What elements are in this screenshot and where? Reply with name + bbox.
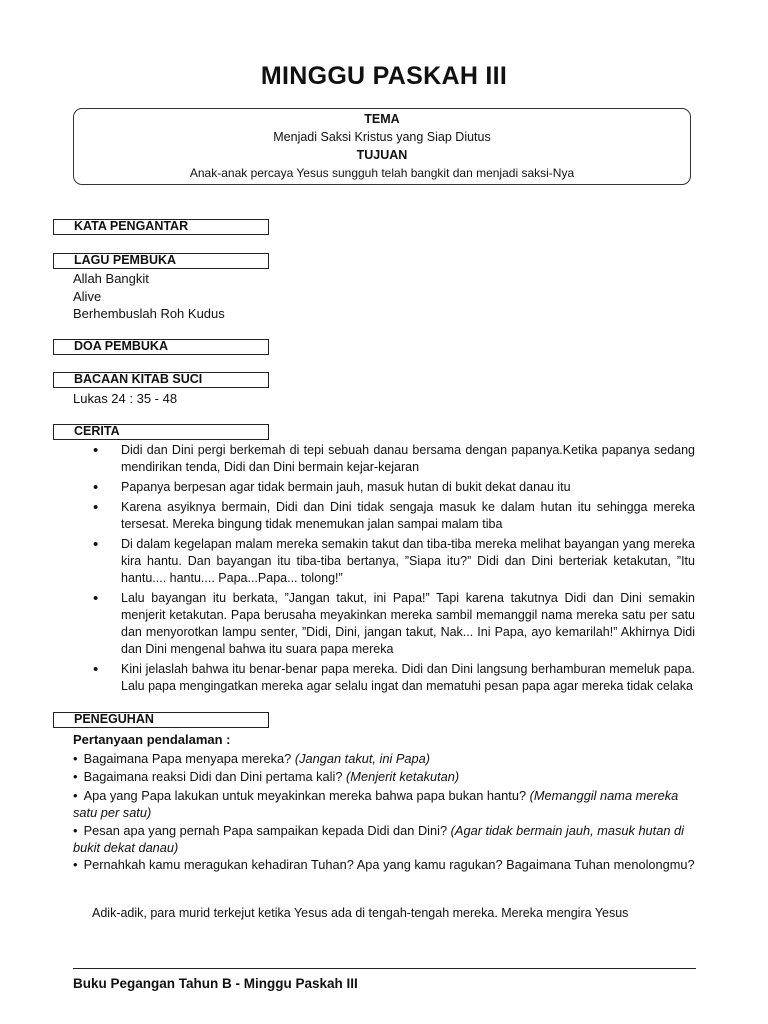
question-text: Apa yang Papa lakukan untuk meyakinkan mereka bahwa papa bukan hantu? bbox=[83, 788, 527, 803]
question-answer: (Jangan takut, ini Papa) bbox=[294, 751, 431, 766]
tujuan-text: Anak-anak percaya Yesus sungguh telah bangkit dan menjadi saksi-Nya bbox=[189, 166, 575, 180]
closing-paragraph: Adik-adik, para murid terkejut ketika Yesus ada di tengah-tengah mereka. Mereka mengira Yesus bbox=[92, 906, 629, 920]
question-item: • Bagaimana reaksi Didi dan Dini pertama kali? (Menjerit ketakutan) bbox=[73, 769, 460, 784]
section-kata-pengantar: KATA PENGANTAR bbox=[53, 219, 269, 235]
tujuan-label: TUJUAN bbox=[356, 148, 408, 162]
section-doa-pembuka: DOA PEMBUKA bbox=[53, 339, 269, 355]
question-answer: (Agar tidak bermain jauh, masuk hutan di bukit dekat danau) bbox=[73, 823, 684, 855]
question-answer: (Menjerit ketakutan) bbox=[346, 769, 460, 784]
section-bacaan: BACAAN KITAB SUCI bbox=[53, 372, 269, 388]
question-item: • Pesan apa yang pernah Papa sampaikan kepada Didi dan Dini? (Agar tidak bermain jauh, masuk hutan di bukit dekat danau) bbox=[73, 823, 684, 855]
footer-divider bbox=[73, 968, 696, 969]
story-item: • Karena asyiknya bermain, Didi dan Dini tidak sengaja masuk ke dalam hutan itu sehingga mereka tersesat. Mereka bingung tidak menemukan jalan sampai malam tiba bbox=[93, 499, 695, 533]
question-text: Bagaimana Papa menyapa mereka? bbox=[83, 751, 292, 766]
question-item: • Pernahkah kamu meragukan kehadiran Tuhan? Apa yang kamu ragukan? Bagaimana Tuhan menolongmu? bbox=[73, 857, 695, 872]
story-item: • Didi dan Dini pergi berkemah di tepi sebuah danau bersama dengan papanya.Ketika papanya sedang mendirikan tenda, Didi dan Dini bermain kejar-kejaran bbox=[93, 442, 695, 476]
question-item: • Bagaimana Papa menyapa mereka? (Jangan takut, ini Papa) bbox=[73, 751, 431, 766]
question-text: Pesan apa yang pernah Papa sampaikan kepada Didi dan Dini? bbox=[83, 823, 448, 838]
footer-text: Buku Pegangan Tahun B - Minggu Paskah III bbox=[73, 976, 358, 991]
story-item: • Di dalam kegelapan malam mereka semakin takut dan tiba-tiba mereka melihat bayangan yang mereka kira hantu. Dan bayangan itu tiba-tiba bertanya, ”Siapa itu?” Didi dan Dini berteriak ketakutan, ”Itu hantu.... hantu.... Papa...Papa... tolong!” bbox=[93, 536, 695, 587]
section-lagu-pembuka: LAGU PEMBUKA bbox=[53, 253, 269, 269]
story-list bbox=[93, 442, 695, 698]
question-text: Pernahkah kamu meragukan kehadiran Tuhan? Apa yang kamu ragukan? Bagaimana Tuhan menolongmu? bbox=[83, 857, 695, 872]
question-item: • Apa yang Papa lakukan untuk meyakinkan mereka bahwa papa bukan hantu? (Memanggil nama mereka satu per satu) bbox=[73, 788, 679, 820]
reading-reference: Lukas 24 : 35 - 48 bbox=[73, 391, 178, 406]
song-item: Berhembuslah Roh Kudus bbox=[73, 306, 225, 321]
tema-label: TEMA bbox=[364, 112, 400, 126]
song-item: Allah Bangkit bbox=[73, 271, 149, 286]
story-item: • Papanya berpesan agar tidak bermain jauh, masuk hutan di bukit dekat danau itu bbox=[93, 479, 695, 496]
story-item: • Kini jelaslah bahwa itu benar-benar papa mereka. Didi dan Dini langsung berhamburan memeluk papa. Lalu papa mengingatkan mereka agar selalu ingat dan mematuhi pesan papa agar mereka tidak celaka bbox=[93, 661, 695, 695]
tema-text: Menjadi Saksi Kristus yang Siap Diutus bbox=[273, 130, 491, 144]
page-title: MINGGU PASKAH III bbox=[260, 62, 508, 90]
question-answer: (Memanggil nama mereka satu per satu) bbox=[73, 788, 679, 820]
questions-title: Pertanyaan pendalaman : bbox=[73, 732, 231, 747]
story-item: • Lalu bayangan itu berkata, ”Jangan takut, ini Papa!” Tapi karena takutnya Didi dan Dini semakin menjerit ketakutan. Papa berusaha meyakinkan mereka sambil memanggil nama mereka satu per satu dan menyorotkan lampu senter, ”Didi, Dini, jangan takut, Nak... Ini Papa, ayo kemarilah!” Akhirnya Didi dan Dini mengenal bahwa itu suara papa mereka bbox=[93, 590, 695, 658]
section-peneguhan: PENEGUHAN bbox=[53, 712, 269, 728]
section-cerita: CERITA bbox=[53, 424, 269, 440]
theme-box bbox=[73, 108, 691, 185]
question-text: Bagaimana reaksi Didi dan Dini pertama kali? bbox=[83, 769, 343, 784]
song-item: Alive bbox=[73, 289, 102, 304]
